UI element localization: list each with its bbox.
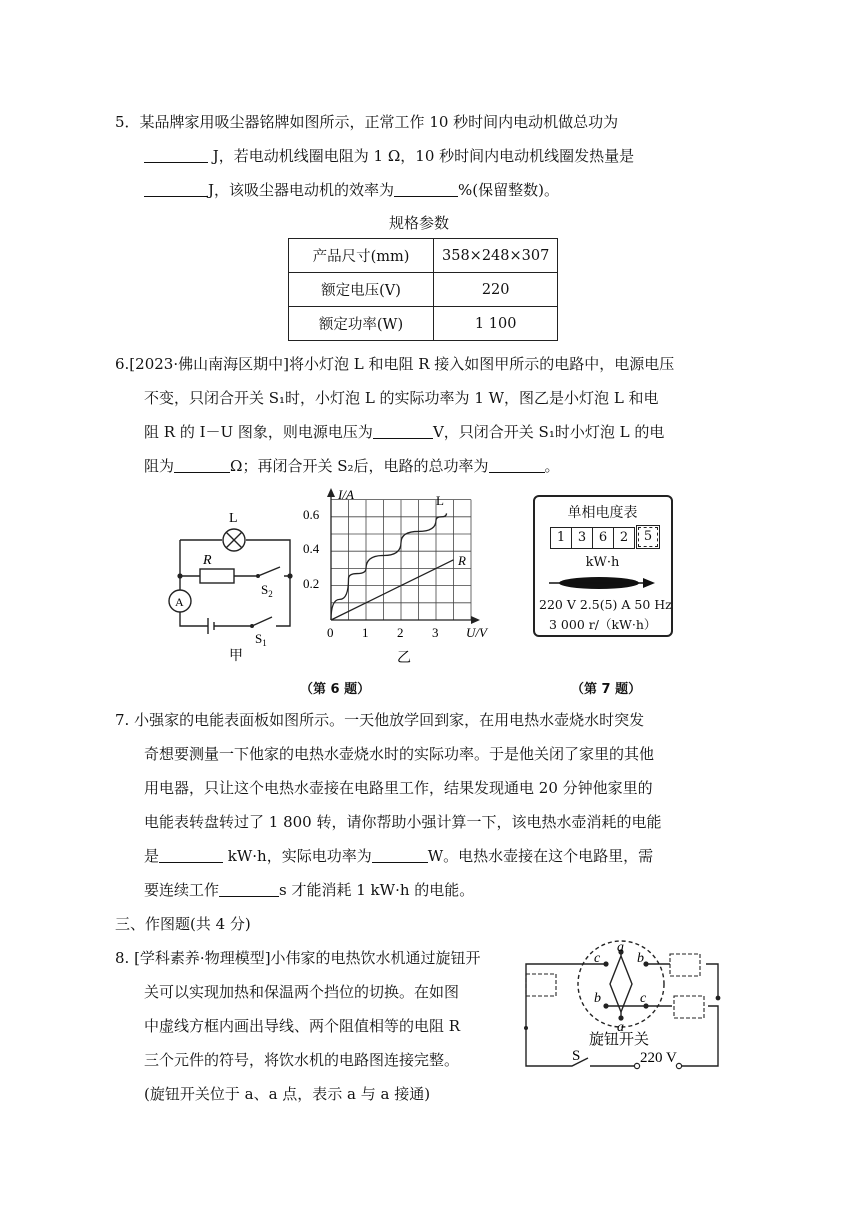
resistor-line-label: R (458, 553, 466, 568)
table-cell: 额定功率(W) (289, 307, 434, 341)
figure-caption-q6: （第 6 题） (300, 682, 371, 697)
answer-blank[interactable] (373, 424, 433, 439)
meter-digit: 3 (572, 527, 593, 549)
contact-label-c: c (594, 951, 601, 966)
x-tick-label: 2 (397, 625, 404, 640)
q7-line-4: 电能表转盘转过了 1 800 转，请你帮助小强计算一下，该电热水壶消耗的电能 (144, 813, 662, 831)
q6-text: 阻 R 的 I－U 图象，则电源电压为 (144, 423, 373, 441)
answer-blank[interactable] (489, 458, 545, 473)
y-tick-label: 0.4 (303, 541, 320, 556)
q5-line-3 (144, 180, 559, 200)
rotary-switch-label: 旋钮开关 (589, 1032, 650, 1048)
q6-line-4 (144, 456, 560, 476)
meter-digit: 1 (550, 527, 572, 549)
answer-blank[interactable] (144, 148, 208, 163)
table-cell: 额定电压(V) (289, 273, 434, 307)
section-heading: 三、作图题(共 4 分) (115, 915, 251, 933)
resistor-icon (200, 569, 234, 583)
meter-title: 单相电度表 (567, 505, 638, 521)
q5-line-1: 5．某品牌家用吸尘器铭牌如图所示，正常工作 10 秒时间内电动机做总功为 (115, 113, 619, 131)
answer-blank[interactable] (144, 182, 208, 197)
q7-text: W。电热水壶接在这个电路里，需 (427, 847, 654, 865)
q7-text: 是 (144, 847, 160, 865)
q5-text: J，若电动机线圈电阻为 1 Ω，10 秒时间内电动机线圈发热量是 (208, 147, 635, 165)
q5-text: %(保留整数)。 (458, 181, 559, 199)
q7-text: s 才能消耗 1 kW·h 的电能。 (279, 881, 475, 899)
switch-s-label: S (572, 1048, 581, 1064)
q6-line-3 (144, 422, 664, 442)
meter-disc-arrow-icon (547, 574, 659, 592)
contact-label-b: b (594, 991, 601, 1006)
meter-digits (550, 527, 658, 549)
q5-text: J，该吸尘器电动机的效率为 (208, 181, 395, 199)
series-line-R (331, 560, 454, 620)
table-row (289, 273, 558, 307)
switch-s2-label: $S_2$ (261, 582, 273, 599)
q7-line-5 (144, 846, 653, 866)
q8-line-4: 三个元件的符号，将饮水机的电路图连接完整。 (144, 1051, 460, 1069)
contact-label-c: c (640, 991, 647, 1006)
contact-label-a: a (617, 1020, 624, 1035)
answer-blank[interactable] (159, 848, 223, 863)
meter-digit: 6 (593, 527, 614, 549)
meter-digit: 2 (614, 527, 635, 549)
dashed-box (670, 954, 700, 976)
table-cell: 1 100 (434, 307, 558, 341)
y-tick-label: 0.6 (303, 507, 320, 522)
answer-blank[interactable] (219, 882, 279, 897)
x-tick-label: 3 (432, 625, 439, 640)
spec-table-title: 规格参数 (389, 214, 450, 232)
lamp-label: L (229, 511, 238, 526)
table-row (289, 239, 558, 273)
table-row (289, 307, 558, 341)
q6-text: Ω；再闭合开关 S₂后，电路的总功率为 (230, 457, 489, 475)
y-axis-arrow-icon (327, 488, 335, 497)
answer-blank[interactable] (372, 848, 428, 863)
q8-line-3: 中虚线方框内画出导线、两个阻值相等的电阻 R (144, 1017, 461, 1035)
y-axis-label: I/A (338, 487, 354, 502)
table-cell: 产品尺寸(mm) (289, 239, 434, 273)
switch-s1-label: $S_1$ (255, 631, 267, 648)
circuit-diagram-jia (160, 500, 300, 670)
q7-line-6 (144, 880, 474, 900)
table-cell: 220 (434, 273, 558, 307)
dashed-box (674, 996, 704, 1018)
q8-line-2: 关可以实现加热和保温两个挡位的切换。在如图 (144, 983, 460, 1001)
x-tick-label: 1 (362, 625, 369, 640)
iu-graph-yi (300, 484, 505, 670)
electricity-meter (533, 495, 673, 637)
x-axis-label: U/V (466, 625, 487, 640)
meter-digit-decimal: 5 (638, 527, 658, 547)
q6-text: V，只闭合开关 S₁时小灯泡 L 的电 (432, 423, 665, 441)
dashed-box (526, 974, 556, 996)
figure-caption-q7: （第 7 题） (571, 682, 642, 697)
spec-table (288, 238, 558, 341)
q6-text: 阻为 (144, 457, 175, 475)
meter-spec-2: 3 000 r/（kW·h） (549, 617, 657, 632)
resistor-label: R (203, 553, 212, 568)
meter-unit: kW·h (585, 555, 620, 570)
answer-blank[interactable] (174, 458, 230, 473)
q6-line-2: 不变，只闭合开关 S₁时，小灯泡 L 的实际功率为 1 W，图乙是小灯泡 L 和电 (144, 389, 659, 407)
ammeter-label: A (175, 595, 184, 609)
y-tick-label: 0.2 (303, 576, 320, 591)
q7-line-1: 7. 小强家的电能表面板如图所示。一天他放学回到家，在用电热水壶烧水时突发 (115, 711, 645, 729)
q8-line-1: 8. [学科素养·物理模型]小伟家的电热饮水机通过旋钮开 (115, 949, 481, 967)
q7-line-2: 奇想要测量一下他家的电热水壶烧水时的实际功率。于是他关闭了家里的其他 (144, 745, 655, 763)
q7-text: kW·h，实际电功率为 (223, 847, 372, 865)
q6-line-1: 6.[2023·佛山南海区期中]将小灯泡 L 和电阻 R 接入如图甲所示的电路中，电源电压 (115, 355, 675, 373)
graph-caption: 乙 (397, 651, 411, 666)
meter-spec-1: 220 V 2.5(5) A 50 Hz (539, 597, 672, 612)
q5-line-2 (144, 146, 634, 166)
q7-text: 要连续工作 (144, 881, 220, 899)
q8-circuit-diagram[interactable] (520, 938, 740, 1078)
lamp-curve-label: L (436, 493, 444, 508)
x-axis-arrow-icon (471, 616, 480, 624)
circuit-caption: 甲 (229, 649, 243, 664)
answer-blank[interactable] (394, 182, 458, 197)
q6-text: 。 (544, 457, 560, 475)
voltage-label: 220 V (640, 1050, 677, 1066)
contact-label-b: b (637, 951, 644, 966)
contact-label-a: a (617, 940, 624, 955)
q7-line-3: 用电器，只让这个电热水壶接在电路里工作，结果发现通电 20 分钟他家里的 (144, 779, 653, 797)
x-tick-label: 0 (327, 625, 334, 640)
table-cell: 358×248×307 (434, 239, 558, 273)
q8-line-5: (旋钮开关位于 a、a 点，表示 a 与 a 接通) (144, 1085, 431, 1103)
